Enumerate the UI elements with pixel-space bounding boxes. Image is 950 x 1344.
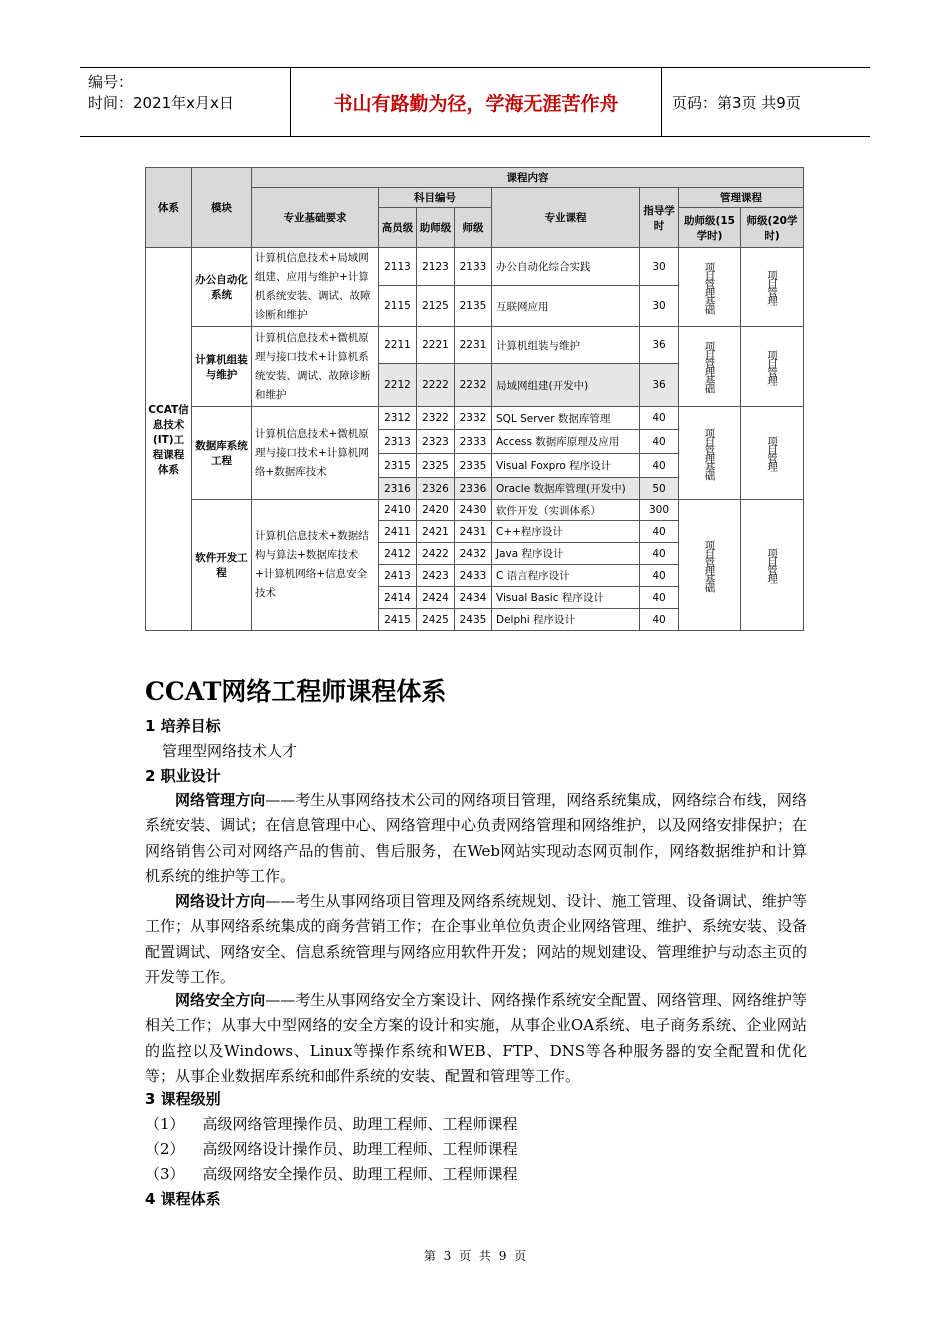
header-assistant: 助师级 xyxy=(417,208,455,248)
code-senior: 2415 xyxy=(379,609,417,631)
code-assistant: 2420 xyxy=(417,500,455,521)
header-system: 体系 xyxy=(146,168,192,248)
course-hours: 30 xyxy=(640,286,679,327)
heading-system: 4 课程体系 xyxy=(145,1190,221,1208)
header-engineer: 师级 xyxy=(455,208,492,248)
code-engineer: 2432 xyxy=(455,543,492,565)
course-hours: 40 xyxy=(640,543,679,565)
course-hours: 40 xyxy=(640,407,679,430)
course-hours: 36 xyxy=(640,364,679,407)
code-senior: 2412 xyxy=(379,543,417,565)
table-row xyxy=(146,500,804,521)
code-engineer: 2430 xyxy=(455,500,492,521)
code-senior: 2211 xyxy=(379,327,417,364)
course-name: 计算机组装与维护 xyxy=(492,327,640,364)
module-name: 软件开发工程 xyxy=(192,500,252,631)
course-hours: 30 xyxy=(640,248,679,286)
header-page-label: 页码：第3页 共9页 xyxy=(672,93,801,112)
course-hours: 50 xyxy=(640,478,679,500)
module-req: 计算机信息技术+局域网组建、应用与维护+计算机系统安装、调试、故障诊断和维护 xyxy=(252,248,379,327)
mgmt-pm: 项目管理 xyxy=(741,407,804,500)
code-assistant: 2322 xyxy=(417,407,455,430)
course-name: Delphi 程序设计 xyxy=(492,609,640,631)
header-course: 专业课程 xyxy=(492,188,640,248)
mgmt-base: 项目管理基础 xyxy=(679,407,741,500)
header-mgmt-engineer: 师级(20学时) xyxy=(741,208,804,248)
course-hours: 300 xyxy=(640,500,679,521)
course-hours: 40 xyxy=(640,565,679,587)
course-name: 办公自动化综合实践 xyxy=(492,248,640,286)
course-name: SQL Server 数据库管理 xyxy=(492,407,640,430)
header-module: 模块 xyxy=(192,168,252,248)
mgmt-pm: 项目管理 xyxy=(741,327,804,407)
code-assistant: 2325 xyxy=(417,454,455,478)
code-engineer: 2431 xyxy=(455,521,492,543)
module-req: 计算机信息技术+微机原理与接口技术+计算机系统安装、调试、故障诊断和维护 xyxy=(252,327,379,407)
header-hours: 指导学时 xyxy=(640,188,679,248)
code-senior: 2212 xyxy=(379,364,417,407)
code-assistant: 2326 xyxy=(417,478,455,500)
course-hours: 40 xyxy=(640,609,679,631)
course-hours: 36 xyxy=(640,327,679,364)
header-motto: 书山有路勤为径，学海无涯苦作舟 xyxy=(291,68,662,136)
course-name: C++程序设计 xyxy=(492,521,640,543)
heading-levels: 3 课程级别 xyxy=(145,1090,221,1108)
code-assistant: 2422 xyxy=(417,543,455,565)
paragraph-lead: 网络管理方向 xyxy=(175,791,266,809)
table-row xyxy=(146,327,804,364)
page-header xyxy=(80,67,870,137)
code-senior: 2316 xyxy=(379,478,417,500)
code-engineer: 2336 xyxy=(455,478,492,500)
code-senior: 2115 xyxy=(379,286,417,327)
module-req: 计算机信息技术+数据结构与算法+数据库技术+计算机网络+信息安全技术 xyxy=(252,500,379,631)
code-assistant: 2423 xyxy=(417,565,455,587)
header-code: 科目编号 xyxy=(379,188,492,208)
code-engineer: 2333 xyxy=(455,430,492,454)
heading-goal: 1 培养目标 xyxy=(145,717,221,735)
code-senior: 2113 xyxy=(379,248,417,286)
header-req: 专业基础要求 xyxy=(252,188,379,248)
list-item: （2） 高级网络设计操作员、助理工程师、工程师课程 xyxy=(145,1140,518,1158)
code-assistant: 2123 xyxy=(417,248,455,286)
code-senior: 2413 xyxy=(379,565,417,587)
doc-time-label: 时间：2021年x月x日 xyxy=(88,94,234,112)
module-req: 计算机信息技术+微机原理与接口技术+计算机网络+数据库技术 xyxy=(252,407,379,500)
paragraph-management: 网络管理方向——考生从事网络技术公司的网络项目管理，网络系统集成，网络综合布线，网络系统安装、调试；在信息管理中心、网络管理中心负责网络管理和网络维护，以及网络安排保护；在网络销售公司对网络产品的售前、售后服务，在Web网站实现动态网页制作，网络数据维护和计算机系统的维护等工作。 xyxy=(145,791,807,885)
course-hours: 40 xyxy=(640,454,679,478)
paragraph-lead: 网络设计方向 xyxy=(175,892,266,910)
code-engineer: 2332 xyxy=(455,407,492,430)
code-assistant: 2125 xyxy=(417,286,455,327)
course-name: Oracle 数据库管理(开发中) xyxy=(492,478,640,500)
course-table xyxy=(145,167,804,631)
goal-text: 管理型网络技术人才 xyxy=(162,742,298,760)
module-name: 数据库系统工程 xyxy=(192,407,252,500)
course-name: C 语言程序设计 xyxy=(492,565,640,587)
code-engineer: 2434 xyxy=(455,587,492,609)
section-title: CCAT网络工程师课程体系 xyxy=(145,677,447,706)
code-assistant: 2221 xyxy=(417,327,455,364)
code-engineer: 2335 xyxy=(455,454,492,478)
list-item: （3） 高级网络安全操作员、助理工程师、工程师课程 xyxy=(145,1165,518,1183)
paragraph-lead: 网络安全方向 xyxy=(175,991,266,1009)
code-senior: 2312 xyxy=(379,407,417,430)
header-meta xyxy=(80,68,291,136)
header-content: 课程内容 xyxy=(252,168,804,188)
module-name: 计算机组装与维护 xyxy=(192,327,252,407)
code-senior: 2410 xyxy=(379,500,417,521)
mgmt-pm: 项目管理 xyxy=(741,248,804,327)
mgmt-pm: 项目管理 xyxy=(741,500,804,631)
system-name: CCAT信息技术(IT)工程课程体系 xyxy=(146,248,192,631)
code-assistant: 2421 xyxy=(417,521,455,543)
code-assistant: 2222 xyxy=(417,364,455,407)
code-assistant: 2323 xyxy=(417,430,455,454)
course-hours: 40 xyxy=(640,430,679,454)
table-row xyxy=(146,248,804,286)
course-name: 互联网应用 xyxy=(492,286,640,327)
header-senior: 高员级 xyxy=(379,208,417,248)
code-engineer: 2232 xyxy=(455,364,492,407)
mgmt-base: 项目管理基础 xyxy=(679,248,741,327)
course-name: Visual Basic 程序设计 xyxy=(492,587,640,609)
doc-number-label: 编号： xyxy=(88,73,134,91)
code-assistant: 2425 xyxy=(417,609,455,631)
code-engineer: 2135 xyxy=(455,286,492,327)
course-name: Java 程序设计 xyxy=(492,543,640,565)
course-name: 局域网组建(开发中) xyxy=(492,364,640,407)
mgmt-base: 项目管理基础 xyxy=(679,500,741,631)
course-hours: 40 xyxy=(640,521,679,543)
page-footer: 第 3 页 共 9 页 xyxy=(423,1249,527,1263)
code-engineer: 2231 xyxy=(455,327,492,364)
code-senior: 2315 xyxy=(379,454,417,478)
code-senior: 2411 xyxy=(379,521,417,543)
table-row xyxy=(146,407,804,430)
code-engineer: 2433 xyxy=(455,565,492,587)
module-name: 办公自动化系统 xyxy=(192,248,252,327)
list-item: （1） 高级网络管理操作员、助理工程师、工程师课程 xyxy=(145,1115,518,1133)
header-mgmt: 管理课程 xyxy=(679,188,804,208)
code-engineer: 2435 xyxy=(455,609,492,631)
heading-career: 2 职业设计 xyxy=(145,767,221,785)
code-engineer: 2133 xyxy=(455,248,492,286)
course-name: 软件开发（实训体系） xyxy=(492,500,640,521)
code-senior: 2414 xyxy=(379,587,417,609)
course-name: Access 数据库原理及应用 xyxy=(492,430,640,454)
code-senior: 2313 xyxy=(379,430,417,454)
code-assistant: 2424 xyxy=(417,587,455,609)
paragraph-design: 网络设计方向——考生从事网络项目管理及网络系统规划、设计、施工管理、设备调试、维护等工作；从事网络系统集成的商务营销工作；在企事业单位负责企业网络管理、维护、系统安装、设备配置调试、网络安全、信息系统管理与网络应用软件开发；网站的规划建设、管理维护与动态主页的开发等工作。 xyxy=(145,892,807,986)
mgmt-base: 项目管理基础 xyxy=(679,327,741,407)
course-name: Visual Foxpro 程序设计 xyxy=(492,454,640,478)
paragraph-security: 网络安全方向——考生从事网络安全方案设计、网络操作系统安全配置、网络管理、网络维护等相关工作；从事大中型网络的安全方案的设计和实施，从事企业OA系统、电子商务系统、企业网站的监控以及Windows、Linux等操作系统和WEB、FTP、DNS等各种服务器的安全配置和优化等；从事企业数据库系统和邮件系统的安装、配置和管理等工作。 xyxy=(145,991,807,1085)
header-mgmt-assistant: 助师级(15学时) xyxy=(679,208,741,248)
course-hours: 40 xyxy=(640,587,679,609)
